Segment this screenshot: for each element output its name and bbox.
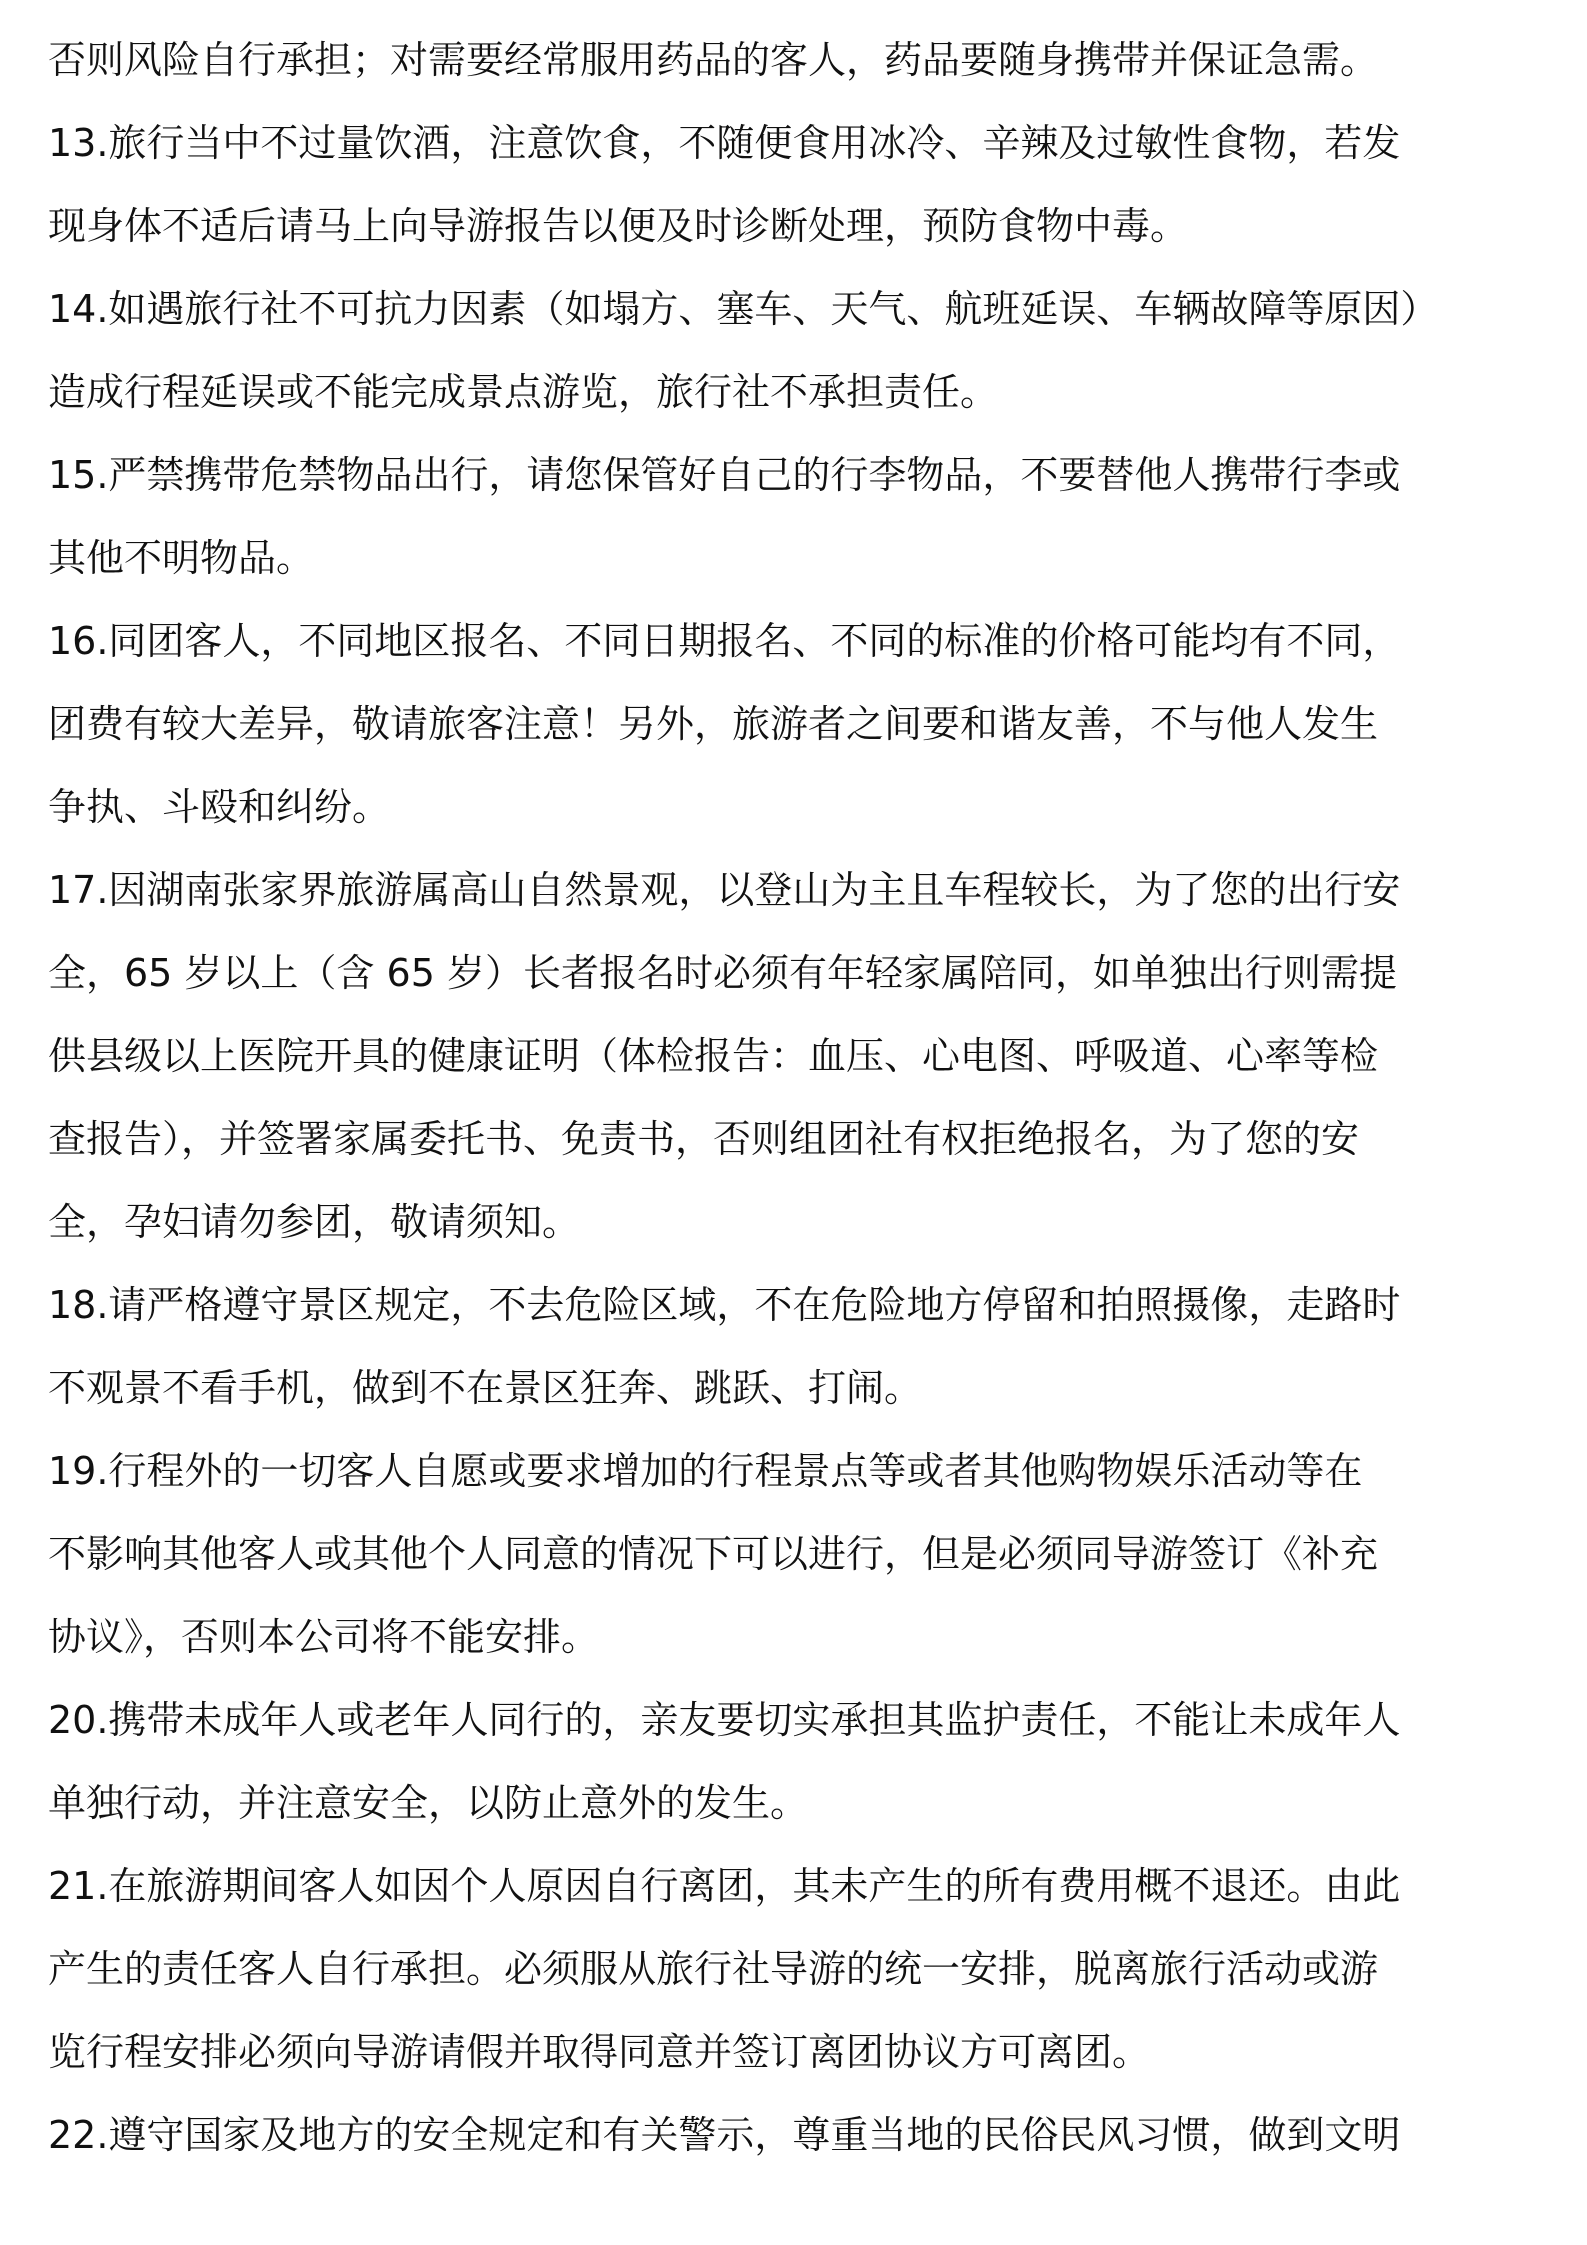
text-line-10: 争执、斗殴和纠纷。 bbox=[48, 785, 391, 829]
document-body bbox=[48, 18, 1548, 2177]
text-line-15: 全，孕妇请勿参团，敬请须知。 bbox=[48, 1200, 581, 1244]
text-line-6: 15.严禁携带危禁物品出行，请您保管好自己的行李物品，不要替他人携带行李或 bbox=[48, 453, 1401, 497]
text-line-9: 团费有较大差异，敬请旅客注意！另外，旅游者之间要和谐友善，不与他人发生 bbox=[48, 702, 1379, 746]
text-line-23: 21.在旅游期间客人如因个人原因自行离团，其未产生的所有费用概不退还。由此 bbox=[48, 1864, 1401, 1908]
text-line-22: 单独行动，并注意安全，以防止意外的发生。 bbox=[48, 1781, 809, 1825]
text-line-16: 18.请严格遵守景区规定，不去危险区域，不在危险地方停留和拍照摄像，走路时 bbox=[48, 1283, 1401, 1327]
text-line-5: 造成行程延误或不能完成景点游览，旅行社不承担责任。 bbox=[48, 370, 999, 414]
text-line-24: 产生的责任客人自行承担。必须服从旅行社导游的统一安排，脱离旅行活动或游 bbox=[48, 1947, 1379, 1991]
text-line-14: 查报告），并签署家属委托书、免责书，否则组团社有权拒绝报名，为了您的安 bbox=[48, 1117, 1360, 1161]
text-line-20: 协议》，否则本公司将不能安排。 bbox=[48, 1615, 600, 1659]
text-line-3: 现身体不适后请马上向导游报告以便及时诊断处理，预防食物中毒。 bbox=[48, 204, 1189, 248]
text-line-4: 14.如遇旅行社不可抗力因素（如塌方、塞车、天气、航班延误、车辆故障等原因） bbox=[48, 287, 1439, 331]
text-line-19: 不影响其他客人或其他个人同意的情况下可以进行，但是必须同导游签订《补充 bbox=[48, 1532, 1379, 1576]
text-line-26: 22.遵守国家及地方的安全规定和有关警示，尊重当地的民俗民风习惯，做到文明 bbox=[48, 2113, 1401, 2157]
text-line-7: 其他不明物品。 bbox=[48, 536, 315, 580]
text-line-21: 20.携带未成年人或老年人同行的，亲友要切实承担其监护责任，不能让未成年人 bbox=[48, 1698, 1401, 1742]
text-line-8: 16.同团客人，不同地区报名、不同日期报名、不同的标准的价格可能均有不同， bbox=[48, 619, 1401, 663]
text-line-25: 览行程安排必须向导游请假并取得同意并签订离团协议方可离团。 bbox=[48, 2030, 1151, 2074]
text-line-18: 19.行程外的一切客人自愿或要求增加的行程景点等或者其他购物娱乐活动等在 bbox=[48, 1449, 1363, 1493]
text-line-12: 全，65 岁以上（含 65 岁）长者报名时必须有年轻家属陪同，如单独出行则需提 bbox=[48, 951, 1397, 995]
text-line-11: 17.因湖南张家界旅游属高山自然景观，以登山为主且车程较长，为了您的出行安 bbox=[48, 868, 1401, 912]
text-line-2: 13.旅行当中不过量饮酒，注意饮食，不随便食用冰冷、辛辣及过敏性食物，若发 bbox=[48, 121, 1401, 165]
text-line-13: 供县级以上医院开具的健康证明（体检报告：血压、心电图、呼吸道、心率等检 bbox=[48, 1034, 1379, 1078]
text-line-1: 否则风险自行承担；对需要经常服用药品的客人，药品要随身携带并保证急需。 bbox=[48, 38, 1379, 82]
text-line-17: 不观景不看手机，做到不在景区狂奔、跳跃、打闹。 bbox=[48, 1366, 923, 1410]
